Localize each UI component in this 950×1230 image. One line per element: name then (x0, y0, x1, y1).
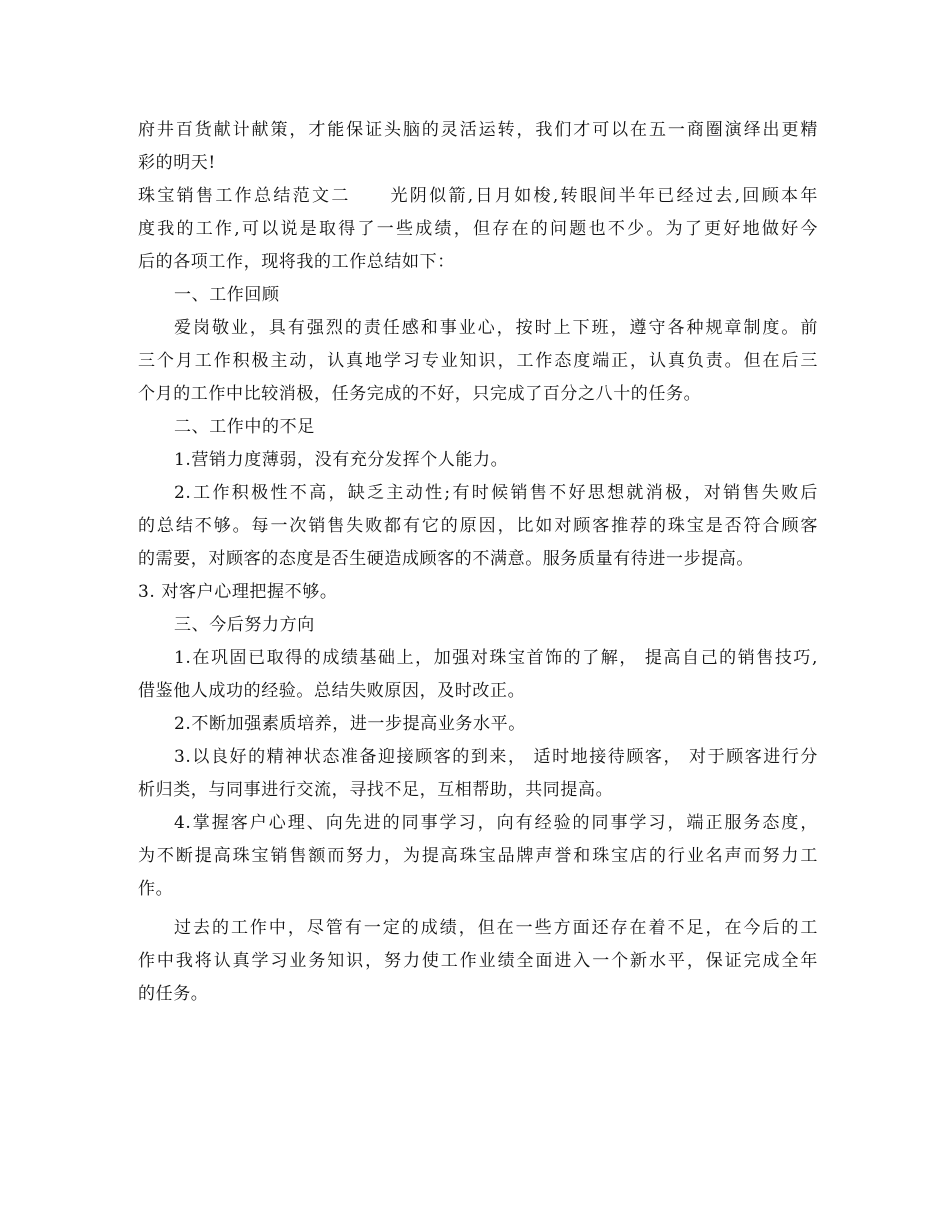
section-title: 珠宝销售工作总结范文二 (138, 186, 351, 206)
section-heading: 三、今后努力方向 (174, 615, 315, 635)
text-line: 爱岗敬业，具有强烈的责任感和事业心，按时上下班，遵守各种规章制度。前 (174, 318, 818, 338)
section-heading: 一、工作回顾 (174, 285, 280, 305)
section-heading: 二、工作中的不足 (174, 417, 315, 437)
list-item: 1.在巩固已取得的成绩基础上，加强对珠宝首饰的了解， 提高自己的销售技巧, (174, 648, 818, 668)
text-line: 后的各项工作，现将我的工作总结如下： (138, 252, 455, 272)
text-line: 的需要，对顾客的态度是否生硬造成顾客的不满意。服务质量有待进一步提高。 (138, 549, 754, 569)
document-body (138, 114, 818, 1011)
text-line: 借鉴他人成功的经验。总结失败原因，及时改正。 (138, 681, 526, 701)
text-line: 作中我将认真学习业务知识，努力使工作业绩全面进入一个新水平，保证完成全年 (138, 951, 818, 971)
text-line: 个月的工作中比较消极，任务完成的不好，只完成了百分之八十的任务。 (138, 384, 702, 404)
text-line (138, 180, 818, 213)
list-item: 2.不断加强素质培养，进一步提高业务水平。 (174, 714, 526, 734)
list-item: 3.以良好的精神状态准备迎接顾客的到来， 适时地接待顾客， 对于顾客进行分 (174, 747, 818, 767)
list-item: 2.工作积极性不高，缺乏主动性;有时候销售不好思想就消极，对销售失败后 (174, 483, 818, 503)
text-line: 度我的工作,可以说是取得了一些成绩，但存在的问题也不少。为了更好地做好今 (138, 219, 818, 239)
text-line: 彩的明天! (138, 153, 216, 173)
text-line: 过去的工作中，尽管有一定的成绩，但在一些方面还存在着不足，在今后的工 (174, 918, 818, 938)
text-line: 的任务。 (138, 984, 209, 1004)
text-line: 为不断提高珠宝销售额而努力，为提高珠宝品牌声誉和珠宝店的行业名声而努力工 (138, 846, 818, 866)
list-item: 4.掌握客户心理、向先进的同事学习，向有经验的同事学习，端正服务态度， (174, 813, 818, 833)
list-item: 1.营销力度薄弱，没有充分发挥个人能力。 (174, 450, 509, 470)
text-line: 三个月工作积极主动，认真地学习专业知识，工作态度端正，认真负责。但在后三 (138, 351, 818, 371)
text-line: 的总结不够。每一次销售失败都有它的原因，比如对顾客推荐的珠宝是否符合顾客 (138, 516, 818, 536)
text-line: 府井百货献计献策，才能保证头脑的灵活运转，我们才可以在五一商圈演绎出更精 (138, 120, 818, 140)
text-line: 作。 (138, 879, 174, 899)
text-fragment: 光阴似箭,日月如梭,转眼间半年已经过去,回顾本年 (388, 186, 818, 206)
text-line: 析归类，与同事进行交流，寻找不足，互相帮助，共同提高。 (138, 780, 614, 800)
list-item: 3. 对客户心理把握不够。 (138, 582, 338, 602)
